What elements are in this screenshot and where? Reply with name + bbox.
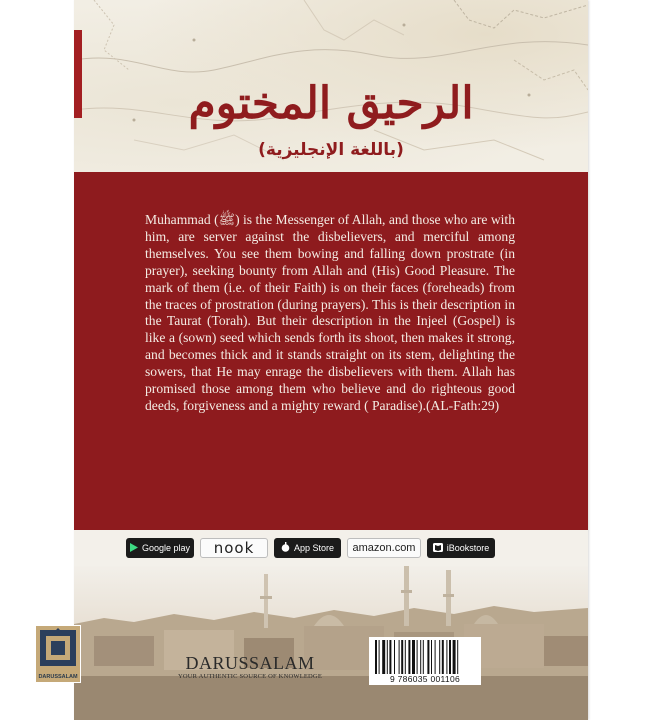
ibookstore-badge[interactable] [427,538,495,558]
app-store-label: App Store [293,543,335,553]
logo-caption: DARUSSALAM [38,674,78,680]
publisher-name: DARUSSALAM [185,653,315,673]
google-play-label: Google play [141,543,191,553]
publisher-block [155,654,345,681]
book-back-cover [74,0,588,720]
barcode-number: 9 786035 001106 [389,674,461,684]
book-icon [433,543,443,554]
google-play-badge[interactable] [126,538,194,558]
madinah-photo [74,566,588,720]
ibookstore-label: iBookstore [446,543,490,553]
nook-label: nook [213,539,255,557]
store-badges [74,530,588,566]
verse-panel [74,172,588,530]
arabic-subtitle: (باللغة الإنجليزية) [258,140,404,160]
nook-badge[interactable] [200,538,268,558]
play-triangle-icon [130,543,138,554]
app-store-badge[interactable] [274,538,341,558]
barcode [369,637,481,685]
verse-text: Muhammad (ﷺ) is the Messenger of Allah, and those who are with him, are server against the disbelievers, and merciful among themselves. You see them bowing and falling down prostrate (in prayer), seeking bounty from Allah and (His) Good Pleasure. The mark of them (i.e. of their Faith) is on their faces (foreheads) from the traces of prostration (during prayers). This is their description in the Taurat (Torah). But their description in the Injeel (Gospel) is like a (sown) seed which sends forth its shoot, then makes it strong, and becomes thick and it stands straight on its stem, delighting the sowers, that He may enrage the disbelievers with them. Allah has promised those among them who believe and do righteous good deeds, forgiveness and a mighty reward ( Paradise).(AL-Fath:29) [145,212,515,413]
publisher-tagline: YOUR AUTHENTIC SOURCE OF KNOWLEDGE [177,673,323,680]
apple-icon [281,542,290,554]
spine-red-mark [74,30,82,118]
publisher-logo [35,625,81,683]
barcode-bars [375,640,475,674]
arabic-title: الرحيق المختوم [188,78,474,129]
amazon-badge[interactable] [347,538,421,558]
amazon-label: amazon.com [352,542,416,554]
